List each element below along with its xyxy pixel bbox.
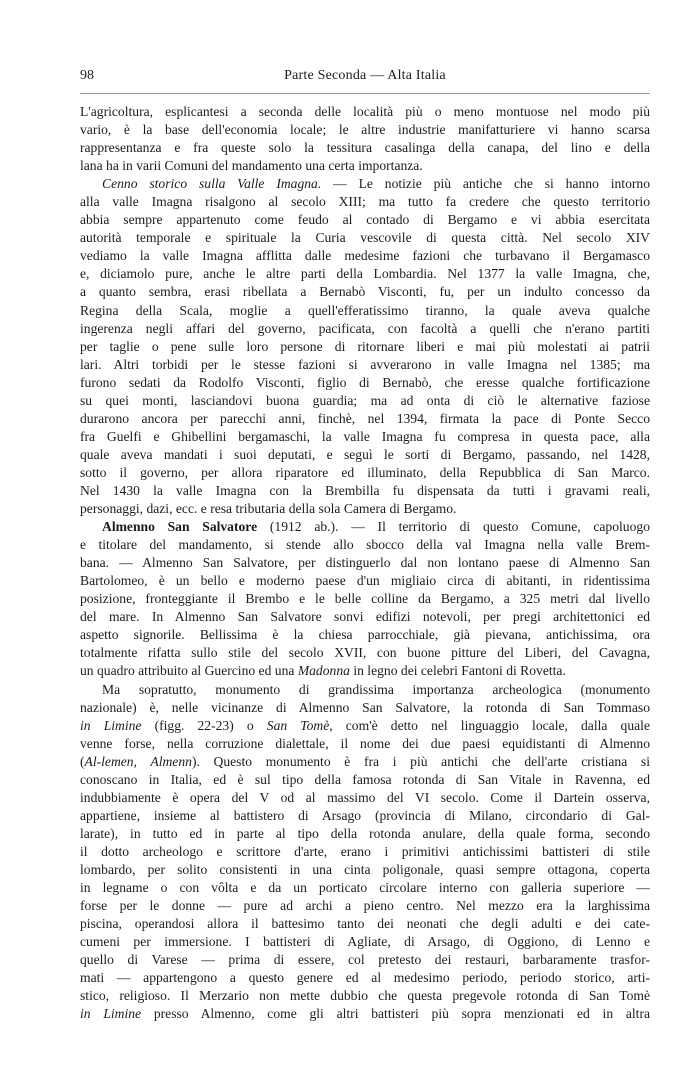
text-line: L'agricoltura, esplicantesi a seconda delle località più o meno montuose nel modo più [80, 104, 650, 119]
running-head [80, 66, 650, 86]
page-number: 98 [80, 68, 94, 83]
text-line: (Al-lemen, Almenn). Questo monumento è fra i più antichi che dell'arte cristiana si [80, 753, 650, 769]
text-line: piscina, operandosi allora il battesimo tanto dei neonati che degli adulti e dei cate- [80, 916, 650, 932]
text-line: cumeni per immersione. I battisteri di Agliate, di Arsago, di Oggiono, di Lenno e [80, 934, 650, 950]
text-line: Cenno storico sulla Valle Imagna. — Le notizie più antiche che si hanno intorno [102, 176, 650, 192]
body-text [80, 103, 650, 1023]
text-line: e, diciamolo pure, anche le altre parti della Lombardia. Nel 1377 la valle Imagna, che, [80, 266, 650, 282]
text-line: personaggi, dazi, ecc. e resa tributaria della sola Camera di Bergamo. [80, 501, 457, 517]
text-line: fra Guelfi e Ghibellini bergamaschi, la valle Imagna fu compresa in questa pace, alla [80, 428, 650, 444]
text-line: indubbiamente è opera del V od al massimo del VI secolo. Come il Dartein osserva, [80, 789, 650, 805]
text-line: vediamo la valle Imagna afflitta dalle medesime fazioni che turbavano il Bergamasco [80, 248, 650, 264]
text-line: alla valle Imagna risalgono al secolo XIII; ma tutto fa credere che questo territorio [80, 194, 650, 210]
text-line: autorità temporale e spirituale la Curia vescovile di questa città. Nel secolo XIV [80, 230, 650, 246]
text-line: il dotto archeologo e scrittore d'arte, erano i primitivi antichissimi battisteri di stile [80, 843, 650, 859]
text-line: appartiene, insieme al battistero di Arsago (provincia di Milano, circondario di Gal- [80, 807, 650, 823]
text-line: quello di Varese — prima di essere, col pretesto dei restauri, barbaramente trasfor- [80, 952, 650, 968]
text-line: e titolare del mandamento, si stende allo sbocco della val Imagna nella valle Brem- [80, 537, 650, 553]
running-title: Parte Seconda — Alta Italia [284, 68, 446, 83]
text-line: in Limine (figg. 22-23) o San Tomè, com'è detto nel linguaggio locale, dalla quale [80, 717, 650, 733]
text-line: Ma sopratutto, monumento di grandissima importanza archeologica (monumento [102, 681, 650, 697]
text-line: a quanto sembra, erasi ribellata a Bernabò Visconti, fu, per un indulto concesso da [80, 284, 650, 300]
text-line: ingerenza negli affari del governo, pacificata, con facoltà a quelli che n'erano partiti [80, 320, 650, 336]
text-line: venne forse, nella corruzione dialettale, il nome dei due paesi equidistanti di Almenno [80, 735, 650, 751]
text-line: forse per le donne — pure ad archi a pieno centro. Nel mezzo era la larghissima [80, 898, 650, 914]
text-line: aspetto signorile. Bellissima è la chiesa parrocchiale, già pievana, antichissima, ora [80, 627, 650, 643]
text-line: durarono ancora per parecchi anni, finchè, nel 1394, firmata la pace di Ponte Secco [80, 410, 650, 426]
text-line: furono sedati da Rodolfo Visconti, figlio di Bernabò, che eresse qualche fortificazione [80, 374, 650, 390]
text-line: un quadro attribuito al Guercino ed una Madonna in legno dei celebri Fantoni di Rovetta. [80, 663, 566, 679]
text-line: quale aveva mandati i suoi deputati, e seguì le sorti di Bergamo, passando, nel 1428, [80, 446, 650, 462]
section-heading-italic: Cenno storico sulla Valle Imagna. [102, 176, 322, 192]
text-line: Nel 1430 la valle Imagna con la Brembilla fu dispensata da tutti i gravami reali, [80, 482, 650, 498]
text-line: in Limine presso Almenno, come gli altri battisteri più sopra menzionati ed in altra [80, 1006, 650, 1022]
text-line: lana ha in varii Comuni del mandamento una certa importanza. [80, 158, 423, 174]
text-line: del mare. In Almenno San Salvatore sonvi edifizi notevoli, per pregi architettonici ed [80, 609, 650, 625]
text-line: abbia sempre appartenuto come feudo al contado di Bergamo e vi abbia esercitata [80, 212, 650, 228]
text-line: bana. — Almenno San Salvatore, per distinguerlo dal non lontano paese di Almenno San [80, 555, 650, 571]
place-heading: Almenno San Salvatore [102, 519, 258, 535]
text-line: in legname o con vôlta e da un porticato circolare interno con galleria superiore — [80, 880, 650, 896]
text-line: stico, religioso. Il Merzario non mette dubbio che questa pregevole rotonda di San Tomè [80, 988, 650, 1004]
text-line: nazionale) è, nelle vicinanze di Almenno San Salvatore, la rotonda di San Tommaso [80, 699, 650, 715]
text-line: Bartolomeo, è un bello e moderno paese d'un migliaio circa di abitanti, in ridentissima [80, 573, 650, 589]
text-line: vario, è la base dell'economia locale; le altre industrie manifatturiere vi hanno scarsa [80, 122, 650, 138]
text-line: lari. Altri torbidi per le stesse fazioni si avverarono in valle Imagna nel 1385; ma [80, 356, 650, 372]
text-line: per taglie o pene sulle loro persone di ritornare liberi e mai più molestati ai patrii [80, 338, 650, 354]
text-line: su quei monti, lasciandovi buona guardia; ma ad onta di ciò le alternative faziose [80, 392, 650, 408]
text-line: mati — appartengono a questo genere ed al medesimo periodo, periodo storico, arti- [80, 970, 650, 986]
text-line: Regina della Scala, moglie a quell'efferatissimo tiranno, la quale aveva qualche [80, 302, 650, 318]
text-line: sotto il governo, per allora riparatore ed illuminato, della Repubblica di San Marco. [80, 464, 650, 480]
text-line: totalmente rifatta sullo stile del secolo XVII, con buone pitture del Liberi, del Cavagna, [80, 645, 650, 661]
text-line: Almenno San Salvatore (1912 ab.). — Il territorio di questo Comune, capoluogo [102, 519, 650, 535]
text-line: larate), in tutto ed in parte al tipo della rotonda anulare, della quale forma, secondo [80, 825, 650, 841]
text-line: posizione, fronteggiante il Brembo e le belle colline da Bergamo, a 325 metri dal livello [80, 591, 650, 607]
text-line: lombardo, per solito consistenti in una cinta poligonale, quasi sempre ottagona, coperta [80, 861, 650, 877]
text-line: conoscano in Italia, ed è sul tipo della famosa rotonda di San Vitale in Ravenna, ed [80, 771, 650, 787]
text-line: rappresentanza e fra queste solo la tessitura casalinga della canapa, del lino e della [80, 140, 650, 156]
header-rule [80, 93, 650, 94]
